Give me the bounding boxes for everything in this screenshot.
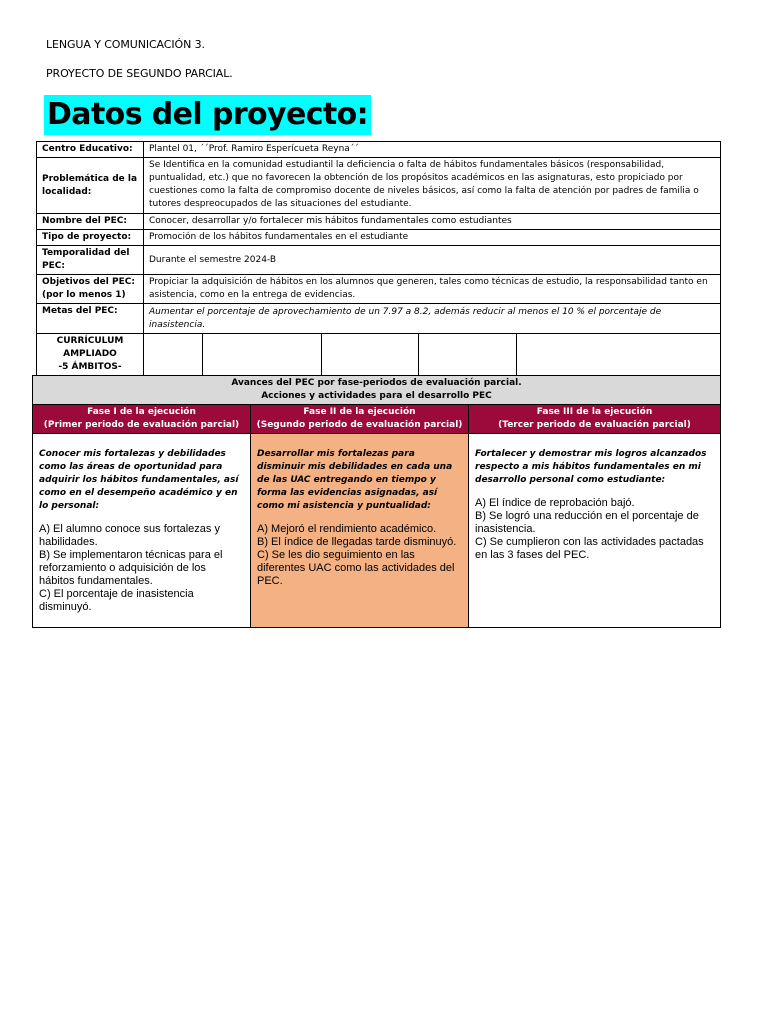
phase-1-header [33,405,251,434]
curriculum-line-1: CURRÍCULUM [56,336,124,346]
problematica-value: Se Identifica en la comunidad estudiantil la deficiencia o falta de hábitos fundamentales básicos (responsabilidad, puntualidad, etc.) que no favorecen la obtención de los propósitos académicos en las asignaturas, esto propiciado por cuestiones como la falta de compromiso docente de niveles básicos, así como la falta de atención por padres de familia o tutores despreocupados de las situaciones del estudiante. [144,158,721,214]
curriculum-line-2: AMPLIADO [63,349,117,359]
phase-3-header [469,405,721,434]
phases-table [32,375,721,628]
ambito-cell-1 [144,334,203,376]
row-centro [37,142,721,158]
phase-3-item-a: A) El índice de reprobación bajó. [475,497,635,509]
row-objetivos [37,275,721,304]
phase-2-title: Fase II de la ejecución [303,407,416,417]
metas-value: Aumentar el porcentaje de aprovechamiento de un 7.97 a 8.2, además reducir al menos el 10 % el porcentaje de inasistencia. [144,304,721,334]
phase-header-row [33,405,721,434]
phase-body-row [33,434,721,628]
temporalidad-value: Durante el semestre 2024-B [144,246,721,275]
ambito-cell-2 [203,334,322,376]
centro-value: Plantel 01, ´´Prof. Ramiro Esperícueta Reyna´´ [144,142,721,158]
phase-1-item-c: C) El porcentaje de inasistencia disminuyó. [39,588,194,613]
row-curriculum [37,334,721,376]
centro-label: Centro Educativo: [37,142,144,158]
phase-3-body [469,434,721,628]
avances-header-line-1: Avances del PEC por fase-periodos de evaluación parcial. [231,378,522,388]
phase-2-subtitle: (Segundo periodo de evaluación parcial) [256,420,463,430]
ambito-cell-3 [322,334,419,376]
nombre-label: Nombre del PEC: [37,214,144,230]
project-heading: PROYECTO DE SEGUNDO PARCIAL. [46,67,233,80]
ambito-cell-4 [419,334,517,376]
phase-2-body [251,434,469,628]
phase-3-subtitle: (Tercer periodo de evaluación parcial) [498,420,691,430]
phase-1-subtitle: (Primer periodo de evaluación parcial) [43,420,240,430]
row-metas [37,304,721,334]
phase-1-title: Fase I de la ejecución [87,407,196,417]
avances-header [33,376,721,405]
curriculum-line-3: -5 ÁMBITOS- [58,362,122,372]
avances-header-line-2: Acciones y actividades para el desarrollo PEC [261,391,492,401]
row-tipo [37,230,721,246]
phase-3-item-c: C) Se cumplieron con las actividades pactadas en las 3 fases del PEC. [475,536,704,561]
phase-2-item-c: C) Se les dio seguimiento en las diferentes UAC como las actividades del PEC. [257,549,455,587]
objetivos-value: Propiciar la adquisición de hábitos en los alumnos que generen, tales como técnicas de estudio, la responsabilidad tanto en asistencia, como en la entrega de evidencias. [144,275,721,304]
phase-3-item-b: B) Se logró una reducción en el porcentaje de inasistencia. [475,510,699,535]
phase-3-title: Fase III de la ejecución [536,407,653,417]
phase-1-item-b: B) Se implementaron técnicas para el reforzamiento o adquisición de los hábitos fundamentales. [39,549,223,587]
phase-1-item-a: A) El alumno conoce sus fortalezas y habilidades. [39,523,220,548]
page-title: Datos del proyecto: [44,95,371,135]
tipo-value: Promoción de los hábitos fundamentales en el estudiante [144,230,721,246]
row-temporalidad [37,246,721,275]
ambito-cell-5 [517,334,721,376]
temporalidad-label: Temporalidad del PEC: [37,246,144,275]
row-problematica [37,158,721,214]
phase-2-item-b: B) El índice de llegadas tarde disminuyó. [257,536,457,548]
tipo-label: Tipo de proyecto: [37,230,144,246]
phase-2-item-a: A) Mejoró el rendimiento académico. [257,523,437,535]
project-data-table [36,141,721,376]
phase-1-body [33,434,251,628]
metas-label: Metas del PEC: [37,304,144,334]
phase-1-intro: Conocer mis fortalezas y debilidades como las áreas de oportunidad para adquirir los hábitos fundamentales, así como en el desempeño académico y en lo personal: [39,449,239,511]
course-heading: LENGUA Y COMUNICACIÓN 3. [46,38,205,51]
objetivos-label: Objetivos del PEC: (por lo menos 1) [37,275,144,304]
curriculum-label [37,334,144,376]
avances-header-row [33,376,721,405]
phase-3-intro: Fortalecer y demostrar mis logros alcanzados respecto a mis hábitos fundamentales en mi desarrollo personal como estudiante: [475,449,707,485]
row-nombre [37,214,721,230]
phase-2-intro: Desarrollar mis fortalezas para disminuir mis debilidades en cada una de las UAC entregando en tiempo y forma las evidencias asignadas, así como mi asistencia y puntualidad: [257,449,453,511]
problematica-label: Problemática de la localidad: [37,158,144,214]
nombre-value: Conocer, desarrollar y/o fortalecer mis hábitos fundamentales como estudiantes [144,214,721,230]
phase-2-header [251,405,469,434]
